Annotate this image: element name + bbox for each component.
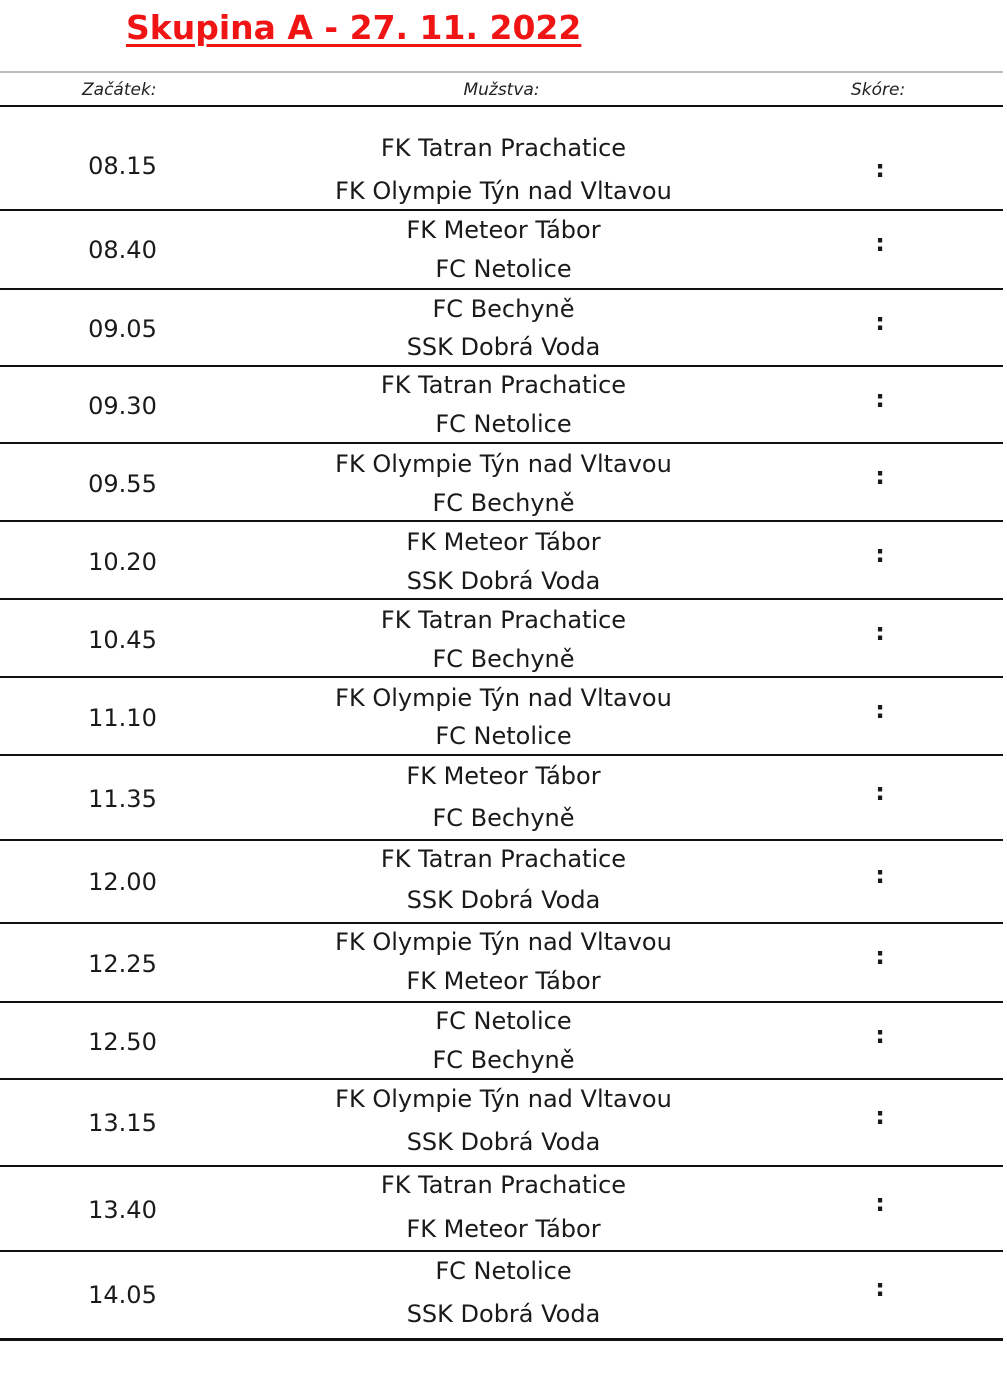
page-title: Skupina A - 27. 11. 2022	[126, 8, 582, 47]
table-header	[0, 73, 1003, 106]
match-row	[0, 1167, 1003, 1252]
away-team: FK Olympie Týn nad Vltavou	[335, 177, 672, 205]
away-team: FC Netolice	[435, 410, 572, 438]
match-row	[0, 678, 1003, 756]
match-time: 13.15	[88, 1109, 157, 1137]
match-time: 10.45	[88, 626, 157, 654]
match-row	[0, 290, 1003, 367]
match-score: :	[875, 385, 885, 413]
match-time: 08.15	[88, 152, 157, 180]
home-team: FK Tatran Prachatice	[380, 134, 627, 162]
match-row	[0, 522, 1003, 600]
match-score: :	[875, 696, 885, 724]
match-row	[0, 1252, 1003, 1341]
away-team: SSK Dobrá Voda	[406, 1300, 601, 1328]
match-row	[0, 841, 1003, 924]
home-team: FK Tatran Prachatice	[380, 371, 627, 399]
header-teams: Mužstva:	[463, 80, 540, 100]
match-score: :	[875, 155, 885, 183]
home-team: FC Netolice	[435, 1007, 572, 1035]
match-score: :	[875, 1274, 885, 1302]
home-team: FK Tatran Prachatice	[380, 606, 627, 634]
away-team: FC Bechyně	[432, 804, 575, 832]
match-time: 10.20	[88, 548, 157, 576]
home-team: FK Meteor Tábor	[406, 528, 601, 556]
match-time: 11.10	[88, 704, 157, 732]
match-time: 11.35	[88, 785, 157, 813]
away-team: SSK Dobrá Voda	[406, 1128, 601, 1156]
away-team: FC Netolice	[435, 722, 572, 750]
match-list	[0, 107, 1003, 1341]
match-row	[0, 600, 1003, 678]
match-row	[0, 211, 1003, 290]
away-team: FC Bechyně	[432, 1046, 575, 1074]
home-team: FK Tatran Prachatice	[380, 1171, 627, 1199]
match-score: :	[875, 618, 885, 646]
home-team: FK Meteor Tábor	[406, 762, 601, 790]
match-time: 13.40	[88, 1196, 157, 1224]
match-score: :	[875, 308, 885, 336]
header-start: Začátek:	[82, 80, 157, 100]
header-score: Skóre:	[851, 80, 906, 100]
match-time: 12.25	[88, 950, 157, 978]
match-score: :	[875, 942, 885, 970]
match-time: 12.00	[88, 868, 157, 896]
away-team: SSK Dobrá Voda	[406, 886, 601, 914]
away-team: FC Netolice	[435, 255, 572, 283]
match-score: :	[875, 778, 885, 806]
away-team: FK Meteor Tábor	[406, 1215, 601, 1243]
match-time: 09.05	[88, 315, 157, 343]
home-team: FK Olympie Týn nad Vltavou	[335, 450, 672, 478]
match-time: 14.05	[88, 1281, 157, 1309]
match-score: :	[875, 1189, 885, 1217]
away-team: FC Bechyně	[432, 489, 575, 517]
match-time: 09.55	[88, 470, 157, 498]
away-team: FC Bechyně	[432, 645, 575, 673]
home-team: FK Olympie Týn nad Vltavou	[335, 1085, 672, 1113]
match-time: 09.30	[88, 392, 157, 420]
match-row	[0, 444, 1003, 522]
match-row	[0, 1080, 1003, 1167]
away-team: SSK Dobrá Voda	[406, 333, 601, 361]
home-team: FC Netolice	[435, 1257, 572, 1285]
away-team: SSK Dobrá Voda	[406, 567, 601, 595]
away-team: FK Meteor Tábor	[406, 967, 601, 995]
match-score: :	[875, 1102, 885, 1130]
match-score: :	[875, 1021, 885, 1049]
home-team: FK Tatran Prachatice	[380, 845, 627, 873]
match-row	[0, 1003, 1003, 1080]
match-row	[0, 756, 1003, 841]
home-team: FC Bechyně	[432, 295, 575, 323]
match-score: :	[875, 861, 885, 889]
match-time: 12.50	[88, 1028, 157, 1056]
home-team: FK Olympie Týn nad Vltavou	[335, 684, 672, 712]
match-time: 08.40	[88, 236, 157, 264]
home-team: FK Olympie Týn nad Vltavou	[335, 928, 672, 956]
match-score: :	[875, 229, 885, 257]
match-row	[0, 924, 1003, 1003]
match-row	[0, 107, 1003, 211]
match-row	[0, 367, 1003, 444]
home-team: FK Meteor Tábor	[406, 216, 601, 244]
match-score: :	[875, 462, 885, 490]
match-score: :	[875, 540, 885, 568]
